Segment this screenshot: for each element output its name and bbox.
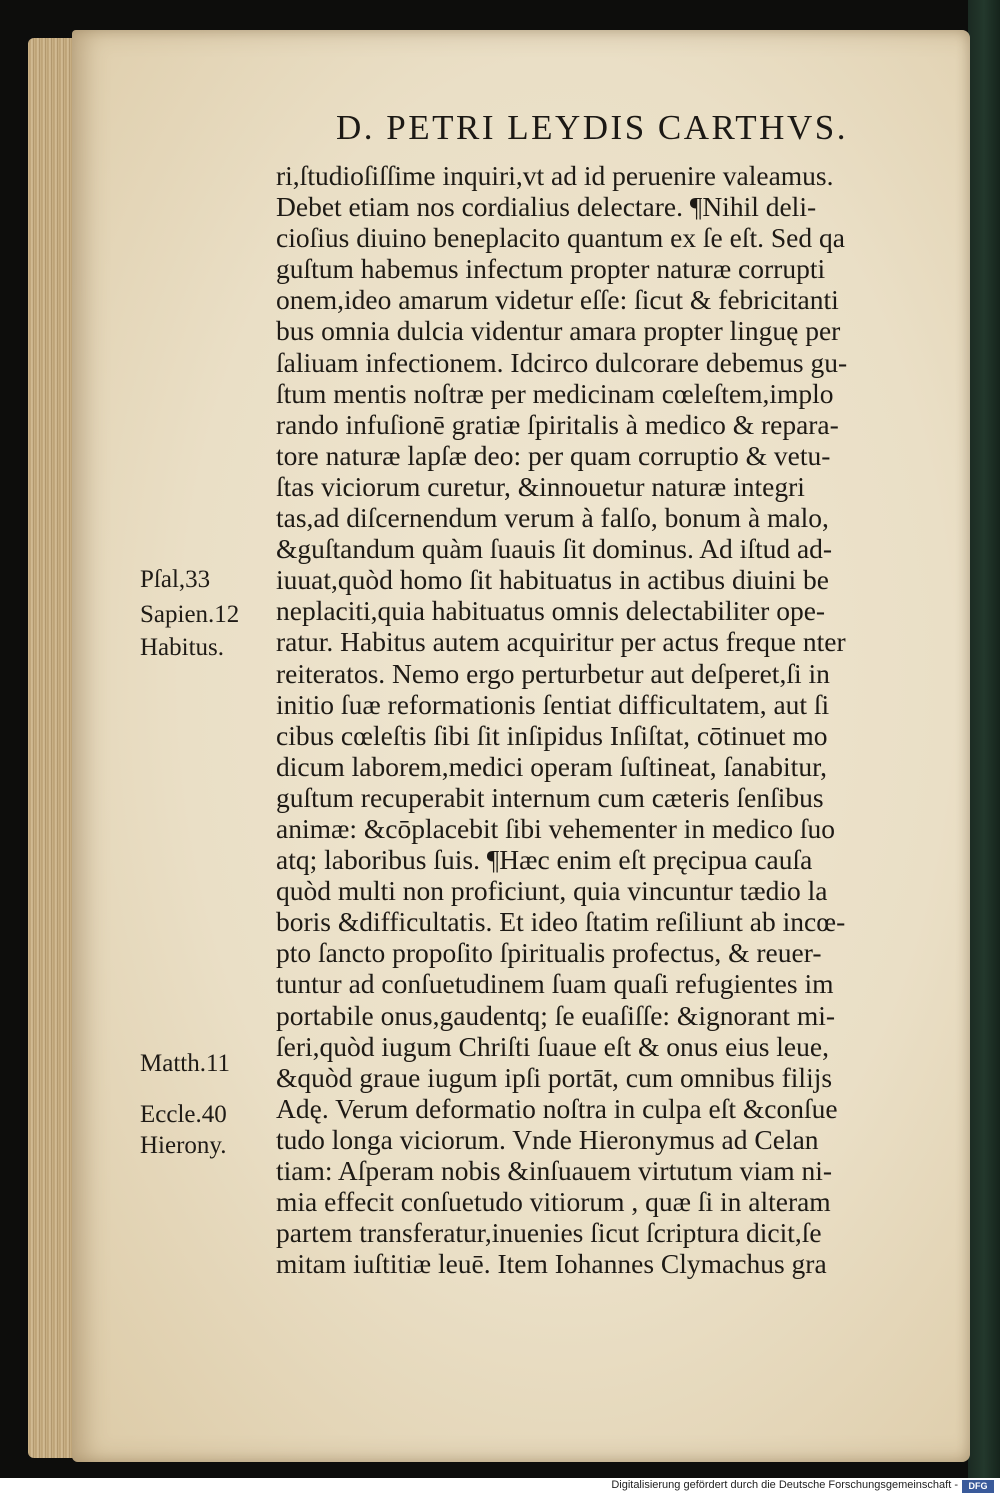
text-line: ri,ſtudioſiſſime inquiri,vt ad id peruenire valeamus. [276,160,834,191]
text-line: cioſius diuino beneplacito quantum ex ſe eſt. Sed qa [276,222,845,254]
text-line: ratur. Habitus autem acquiritur per actus freque nter [276,626,846,658]
text-line: onem,ideo amarum videtur eſſe: ſicut & febricitanti [276,284,839,316]
margin-note: Pſal,33 [140,566,211,593]
text-line: tuntur ad conſuetudinem ſuam quaſi refugientes im [276,968,834,1000]
text-line: guſtum habemus infectum propter naturæ corrupti [276,253,826,285]
text-line: Debet etiam nos cordialius delectare. ¶Nihil deli- [276,191,817,223]
text-line: guſtum recuperabit internum cum cæteris ſenſibus [276,781,824,813]
text-line: &quòd graue iugum ipſi portāt, cum omnibus filijs [276,1061,833,1093]
footer-bar [0,1478,1000,1495]
dfg-logo: DFG [962,1480,994,1493]
text-line: dicum laborem,medici operam ſuſtineat, ſanabitur, [276,750,828,782]
text-line: rando infuſionē gratiæ ſpiritalis à medico & repara- [276,408,839,440]
text-line: portabile onus,gaudentq; ſe euaſiſſe: &ignorant mi- [276,999,836,1031]
text-line: mia effecit conſuetudo vitiorum , quæ ſi in alteram [276,1186,831,1218]
margin-note: Sapien.12 [140,601,240,628]
text-line: tiam: Aſperam nobis &inſuauem virtutum viam ni- [276,1155,833,1186]
margin-note: Habitus. [140,634,225,661]
text-line: quòd multi non proficiunt, quia vincuntur tædio la [276,875,828,907]
text-line: partem transferatur,inuenies ſicut ſcriptura dicit,ſe [276,1217,822,1249]
text-line: ſeri,quòd iugum Chriſti ſuaue eſt & onus eius leue, [276,1030,829,1062]
text-line: Adę. Verum deformatio noſtra in culpa eſt &conſue [276,1092,838,1124]
text-line: neplaciti,quia habituatus omnis delectabiliter ope- [276,595,826,627]
text-line: reiteratos. Nemo ergo perturbetur aut deſperet,ſi in [276,657,830,689]
margin-note: Matth.11 [140,1050,231,1077]
text-line: boris &difficultatis. Et ideo ſtatim reſiliunt ab incœ- [276,906,846,938]
text-line: pto ſancto propoſito ſpiritualis profectus, & reuer- [276,937,822,969]
text-line: tudo longa viciorum. Vnde Hieronymus ad Celan [276,1123,819,1155]
text-line: iuuat,quòd homo ſit habituatus in actibus diuini be [276,564,829,596]
text-line: initio ſuæ reformationis ſentiat difficultatem, aut ſi [276,688,830,720]
margin-note: Eccle.40 [140,1101,227,1128]
funding-credit: Digitalisierung gefördert durch die Deutsche Forschungsgemeinschaft - [611,1479,958,1491]
running-head: D. PETRI LEYDIS CARTHVS. [336,108,848,147]
text-line: bus omnia dulcia videntur amara propter linguę per [276,315,841,347]
text-line: cibus cœleſtis ſibi ſit inſipidus Inſiſtat, cōtinuet mo [276,719,828,751]
text-line: tore naturæ lapſæ deo: per quam corruptio & vetu- [276,439,831,471]
book-cover-edge [968,0,1000,1478]
text-line: ſtas viciorum curetur, &innouetur naturæ integri [276,470,805,502]
body-text [276,160,936,1279]
text-line: atq; laboribus ſuis. ¶Hæc enim eſt pręcipua cauſa [276,844,813,876]
text-line: ſtum mentis noſtræ per medicinam cœleſtem,implo [276,377,834,409]
margin-note: Hierony. [140,1132,227,1159]
text-line: ſaliuam infectionem. Idcirco dulcorare debemus gu- [276,346,848,378]
text-line: animæ: &cōplacebit ſibi vehementer in medico ſuo [276,812,836,844]
text-line: mitam iuſtitiæ leuē. Item Iohannes Clymachus gra [276,1248,827,1280]
text-line: tas,ad diſcernendum verum à falſo, bonum à malo, [276,502,829,534]
text-line: &guſtandum quàm ſuauis ſit dominus. Ad iſtud ad- [276,533,833,565]
